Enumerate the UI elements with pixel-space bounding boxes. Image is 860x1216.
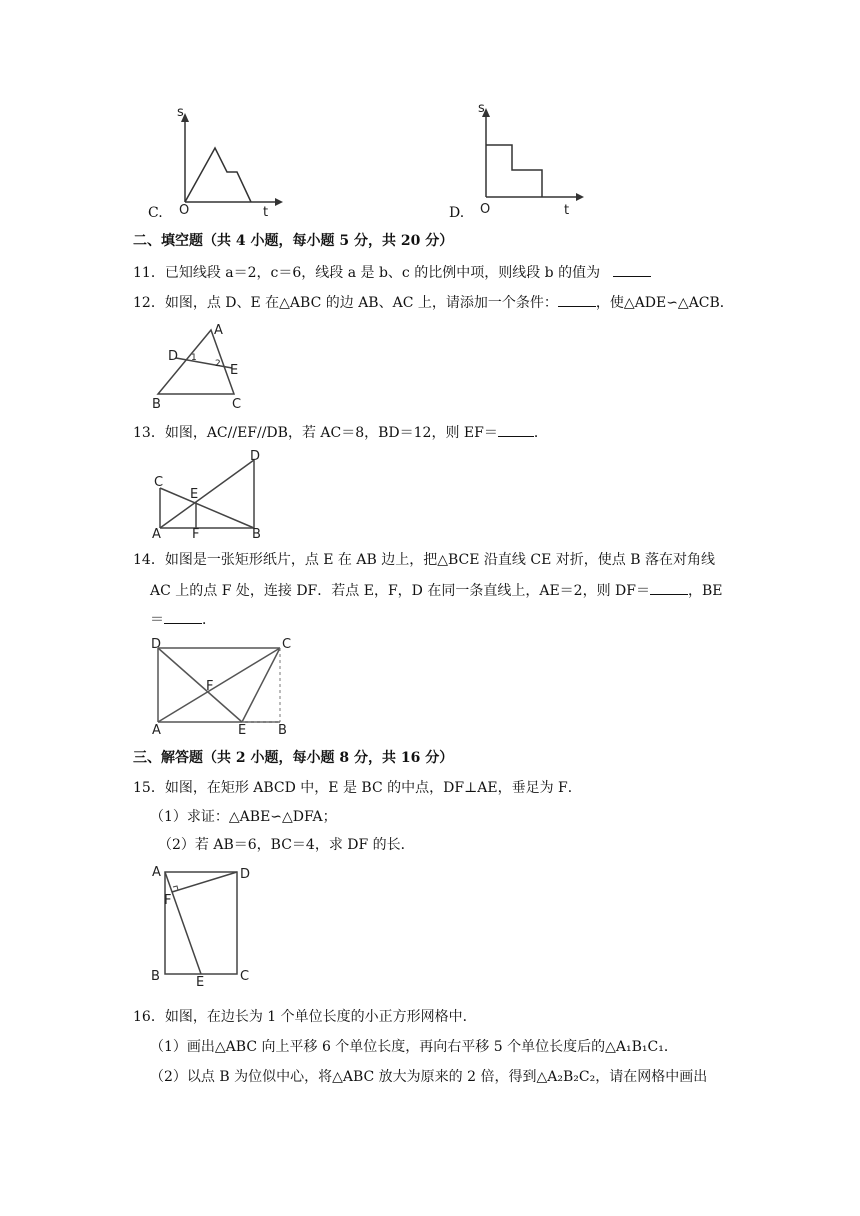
answer-blank[interactable] — [558, 292, 596, 307]
vertex-label-c: C — [282, 637, 292, 652]
question-11-text: 11．已知线段 a＝2，c＝6，线段 a 是 b、c 的比例中项，则线段 b 的值为 — [133, 265, 601, 281]
question-12-figure — [148, 322, 248, 414]
origin-label: O — [179, 203, 190, 218]
vertex-label-a: A — [152, 527, 161, 540]
vertex-label-c: C — [154, 475, 164, 490]
vertex-label-b: B — [152, 397, 161, 412]
vertex-label-e: E — [230, 363, 239, 378]
vertex-label-b: B — [278, 723, 287, 738]
angle-label-1: 1 — [191, 353, 197, 363]
vertex-label-d: D — [168, 349, 179, 364]
origin-label: O — [480, 202, 491, 217]
vertex-label-f: F — [192, 527, 200, 540]
option-d-label: D. — [449, 205, 465, 221]
question-11 — [133, 262, 651, 283]
section-heading-solutions: 三、解答题（共 2 小题，每小题 8 分，共 16 分） — [133, 750, 454, 766]
vertex-label-a: A — [214, 323, 223, 338]
vertex-label-e: E — [238, 723, 247, 738]
question-13-text-before: 13．如图，AC//EF//DB，若 AC＝8，BD＝12，则 EF＝ — [133, 425, 498, 441]
vertex-label-f: F — [164, 893, 172, 908]
question-14-line-3-after: ． — [202, 612, 216, 628]
option-c-label: C. — [148, 205, 163, 221]
question-14-figure — [148, 636, 308, 740]
question-16-text: 16．如图，在边长为 1 个单位长度的小正方形网格中． — [133, 1009, 477, 1025]
question-15-part-1: （1）求证：△ABE∽△DFA； — [150, 809, 337, 825]
vertex-label-d: D — [250, 449, 261, 464]
question-12 — [133, 292, 734, 313]
option-d-graph — [466, 100, 586, 220]
question-14-line-2 — [150, 580, 722, 601]
vertex-label-a: A — [152, 723, 161, 738]
vertex-label-d: D — [240, 867, 251, 882]
section-heading-fill-in: 二、填空题（共 4 小题，每小题 5 分，共 20 分） — [133, 233, 454, 249]
question-15-part-2: （2）若 AB＝6，BC＝4，求 DF 的长． — [158, 837, 415, 853]
vertex-label-b: B — [252, 527, 261, 540]
vertex-label-d: D — [151, 637, 162, 652]
question-14-line-1: 14．如图是一张矩形纸片，点 E 在 AB 边上，把△BCE 沿直线 CE 对折，使点 B 落在对角线 — [133, 552, 715, 568]
vertex-label-c: C — [240, 969, 250, 984]
angle-label-2: 2 — [215, 359, 221, 369]
axis-s-label: s — [478, 101, 485, 116]
vertex-label-c: C — [232, 397, 242, 412]
question-16-part-2: （2）以点 B 为位似中心，将△ABC 放大为原来的 2 倍，得到△A₂B₂C₂，请在网格中画出 — [150, 1069, 708, 1085]
question-14-line-3-before: ＝ — [150, 612, 164, 628]
question-15-text: 15．如图，在矩形 ABCD 中，E 是 BC 的中点，DF⊥AE，垂足为 F． — [133, 780, 582, 796]
vertex-label-e: E — [190, 487, 199, 502]
question-14-line-2-before: AC 上的点 F 处，连接 DF．若点 E，F，D 在同一条直线上，AE＝2，则 DF＝ — [150, 583, 650, 599]
axis-t-label: t — [263, 205, 269, 220]
question-14-line-2-after: ，BE — [687, 583, 723, 599]
vertex-label-f: F — [206, 679, 214, 694]
question-15-figure — [148, 862, 260, 992]
question-12-text-after: ，使△ADE∽△ACB． — [595, 295, 734, 311]
question-12-text-before: 12．如图，点 D、E 在△ABC 的边 AB、AC 上，请添加一个条件： — [133, 295, 558, 311]
question-16-part-1: （1）画出△ABC 向上平移 6 个单位长度，再向右平移 5 个单位长度后的△A₁B₁C₁． — [150, 1039, 678, 1055]
answer-blank[interactable] — [613, 262, 651, 277]
question-13-figure — [148, 448, 268, 540]
vertex-label-a: A — [152, 865, 161, 880]
answer-blank-df[interactable] — [650, 580, 688, 595]
option-c-graph — [165, 100, 285, 220]
axis-t-label: t — [564, 203, 570, 218]
answer-blank[interactable] — [498, 422, 534, 437]
vertex-label-b: B — [151, 969, 160, 984]
question-13 — [133, 422, 548, 443]
question-13-text-after: ． — [533, 425, 548, 441]
answer-blank-be[interactable] — [164, 609, 202, 624]
axis-s-label: s — [177, 105, 184, 120]
vertex-label-e: E — [196, 975, 205, 990]
question-14-line-3 — [150, 609, 216, 630]
